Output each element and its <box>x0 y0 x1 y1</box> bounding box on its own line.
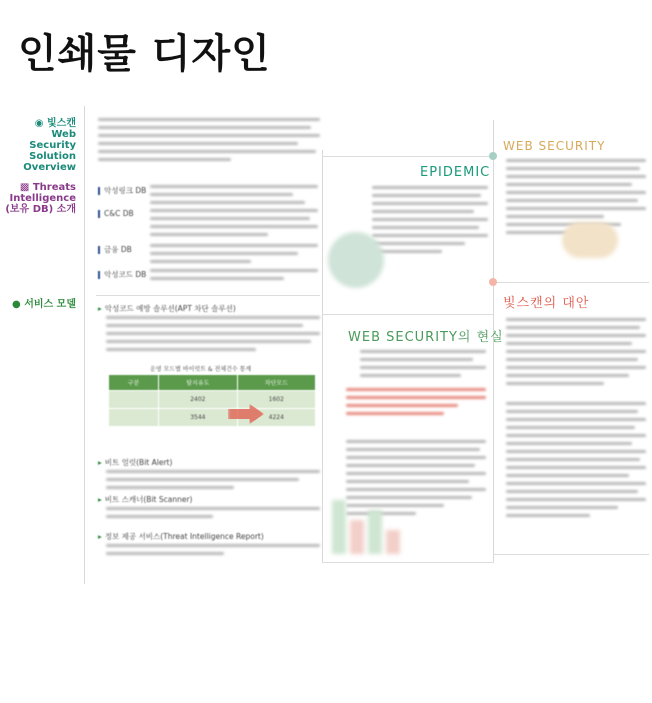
bar-graphic <box>332 500 410 554</box>
epidemic-dot <box>489 152 497 160</box>
android-icon: ● <box>11 299 21 310</box>
brand-line-3: Solution <box>29 151 76 162</box>
service-block <box>4 299 76 310</box>
threats-line-1: Intelligence <box>9 193 76 204</box>
reality-title: WEB SECURITY의 현실 <box>348 330 504 345</box>
table-row <box>109 391 316 409</box>
reality-text <box>360 350 486 382</box>
db-item-1: C&C DB <box>98 209 134 218</box>
threats-line-2: (보유 DB) 소개 <box>5 204 76 215</box>
bitscan-dot <box>489 278 497 286</box>
db-desc-1 <box>150 209 318 241</box>
service-label: 서비스 모델 <box>24 299 76 310</box>
epidemic-text <box>372 186 488 258</box>
brand-line-1: Web <box>51 129 76 140</box>
table-caption: 운영 모드별 바이럿트 & 전체건수 통계 <box>150 366 252 373</box>
report-head: ▸ 정보 제공 서비스(Threat Intelligence Report) <box>98 532 264 541</box>
bitscan-rule <box>493 282 649 283</box>
bitscan-text-1 <box>506 318 646 390</box>
scanner-head: ▸ 비트 스캐너(Bit Scanner) <box>98 495 193 504</box>
threats-line-0: Threats <box>32 182 76 193</box>
db-desc-3 <box>150 269 318 285</box>
table-header-0: 구분 <box>109 375 159 391</box>
page-title: 인쇄물 디자인 <box>18 31 271 77</box>
people-icon <box>562 222 618 258</box>
db-desc-2 <box>150 244 318 268</box>
apt-desc <box>106 316 320 356</box>
table-cell: 2402 <box>159 391 237 409</box>
db-desc-0 <box>150 185 318 209</box>
brand-line-4: Overview <box>23 162 76 173</box>
table-cell <box>109 391 159 409</box>
table-row <box>109 409 316 427</box>
brand-line-2: Security <box>29 140 76 151</box>
ops-table <box>108 374 316 427</box>
reality-rule <box>322 314 494 315</box>
table-cell <box>109 409 159 427</box>
table-header-1: 탐지유도 <box>159 375 237 391</box>
mid-divider <box>322 150 323 562</box>
table-header-2: 차단모드 <box>237 375 315 391</box>
apt-head: ▸ 악성코드 예방 솔루션(APT 차단 솔루션) <box>98 304 236 313</box>
bitscan-title: 빛스캔의 대안 <box>503 296 590 311</box>
bottom-rule-mid <box>322 562 494 563</box>
globe-icon <box>328 232 384 288</box>
chart-icon: ▩ <box>19 182 30 193</box>
web-security-title: WEB SECURITY <box>503 139 606 153</box>
bottom-rule-right <box>493 554 649 555</box>
bitscan-text-2 <box>506 402 646 522</box>
left-divider <box>84 106 85 584</box>
brand-line-0: 빛스캔 <box>47 118 76 129</box>
table-cell: 1602 <box>237 391 315 409</box>
report-desc <box>106 544 320 560</box>
brand-block <box>14 118 76 173</box>
reality-highlight <box>346 388 486 420</box>
epidemic-rule <box>322 156 494 157</box>
db-item-2: 금융 DB <box>98 244 132 255</box>
db-item-0: 악성링크 DB <box>98 185 146 196</box>
section-divider <box>96 295 320 296</box>
alert-desc <box>106 470 320 494</box>
table-cell: 4224 <box>237 409 315 427</box>
db-item-3: 악성코드 DB <box>98 269 146 280</box>
intro-paragraph <box>98 118 320 166</box>
alert-head: ▸ 비트 얼럿(Bit Alert) <box>98 458 173 467</box>
threats-block <box>4 182 76 215</box>
epidemic-title: EPIDEMIC <box>420 165 491 180</box>
scanner-desc <box>106 507 320 523</box>
table-cell: 3544 <box>159 409 237 427</box>
brand-icon: ◉ <box>34 118 44 129</box>
